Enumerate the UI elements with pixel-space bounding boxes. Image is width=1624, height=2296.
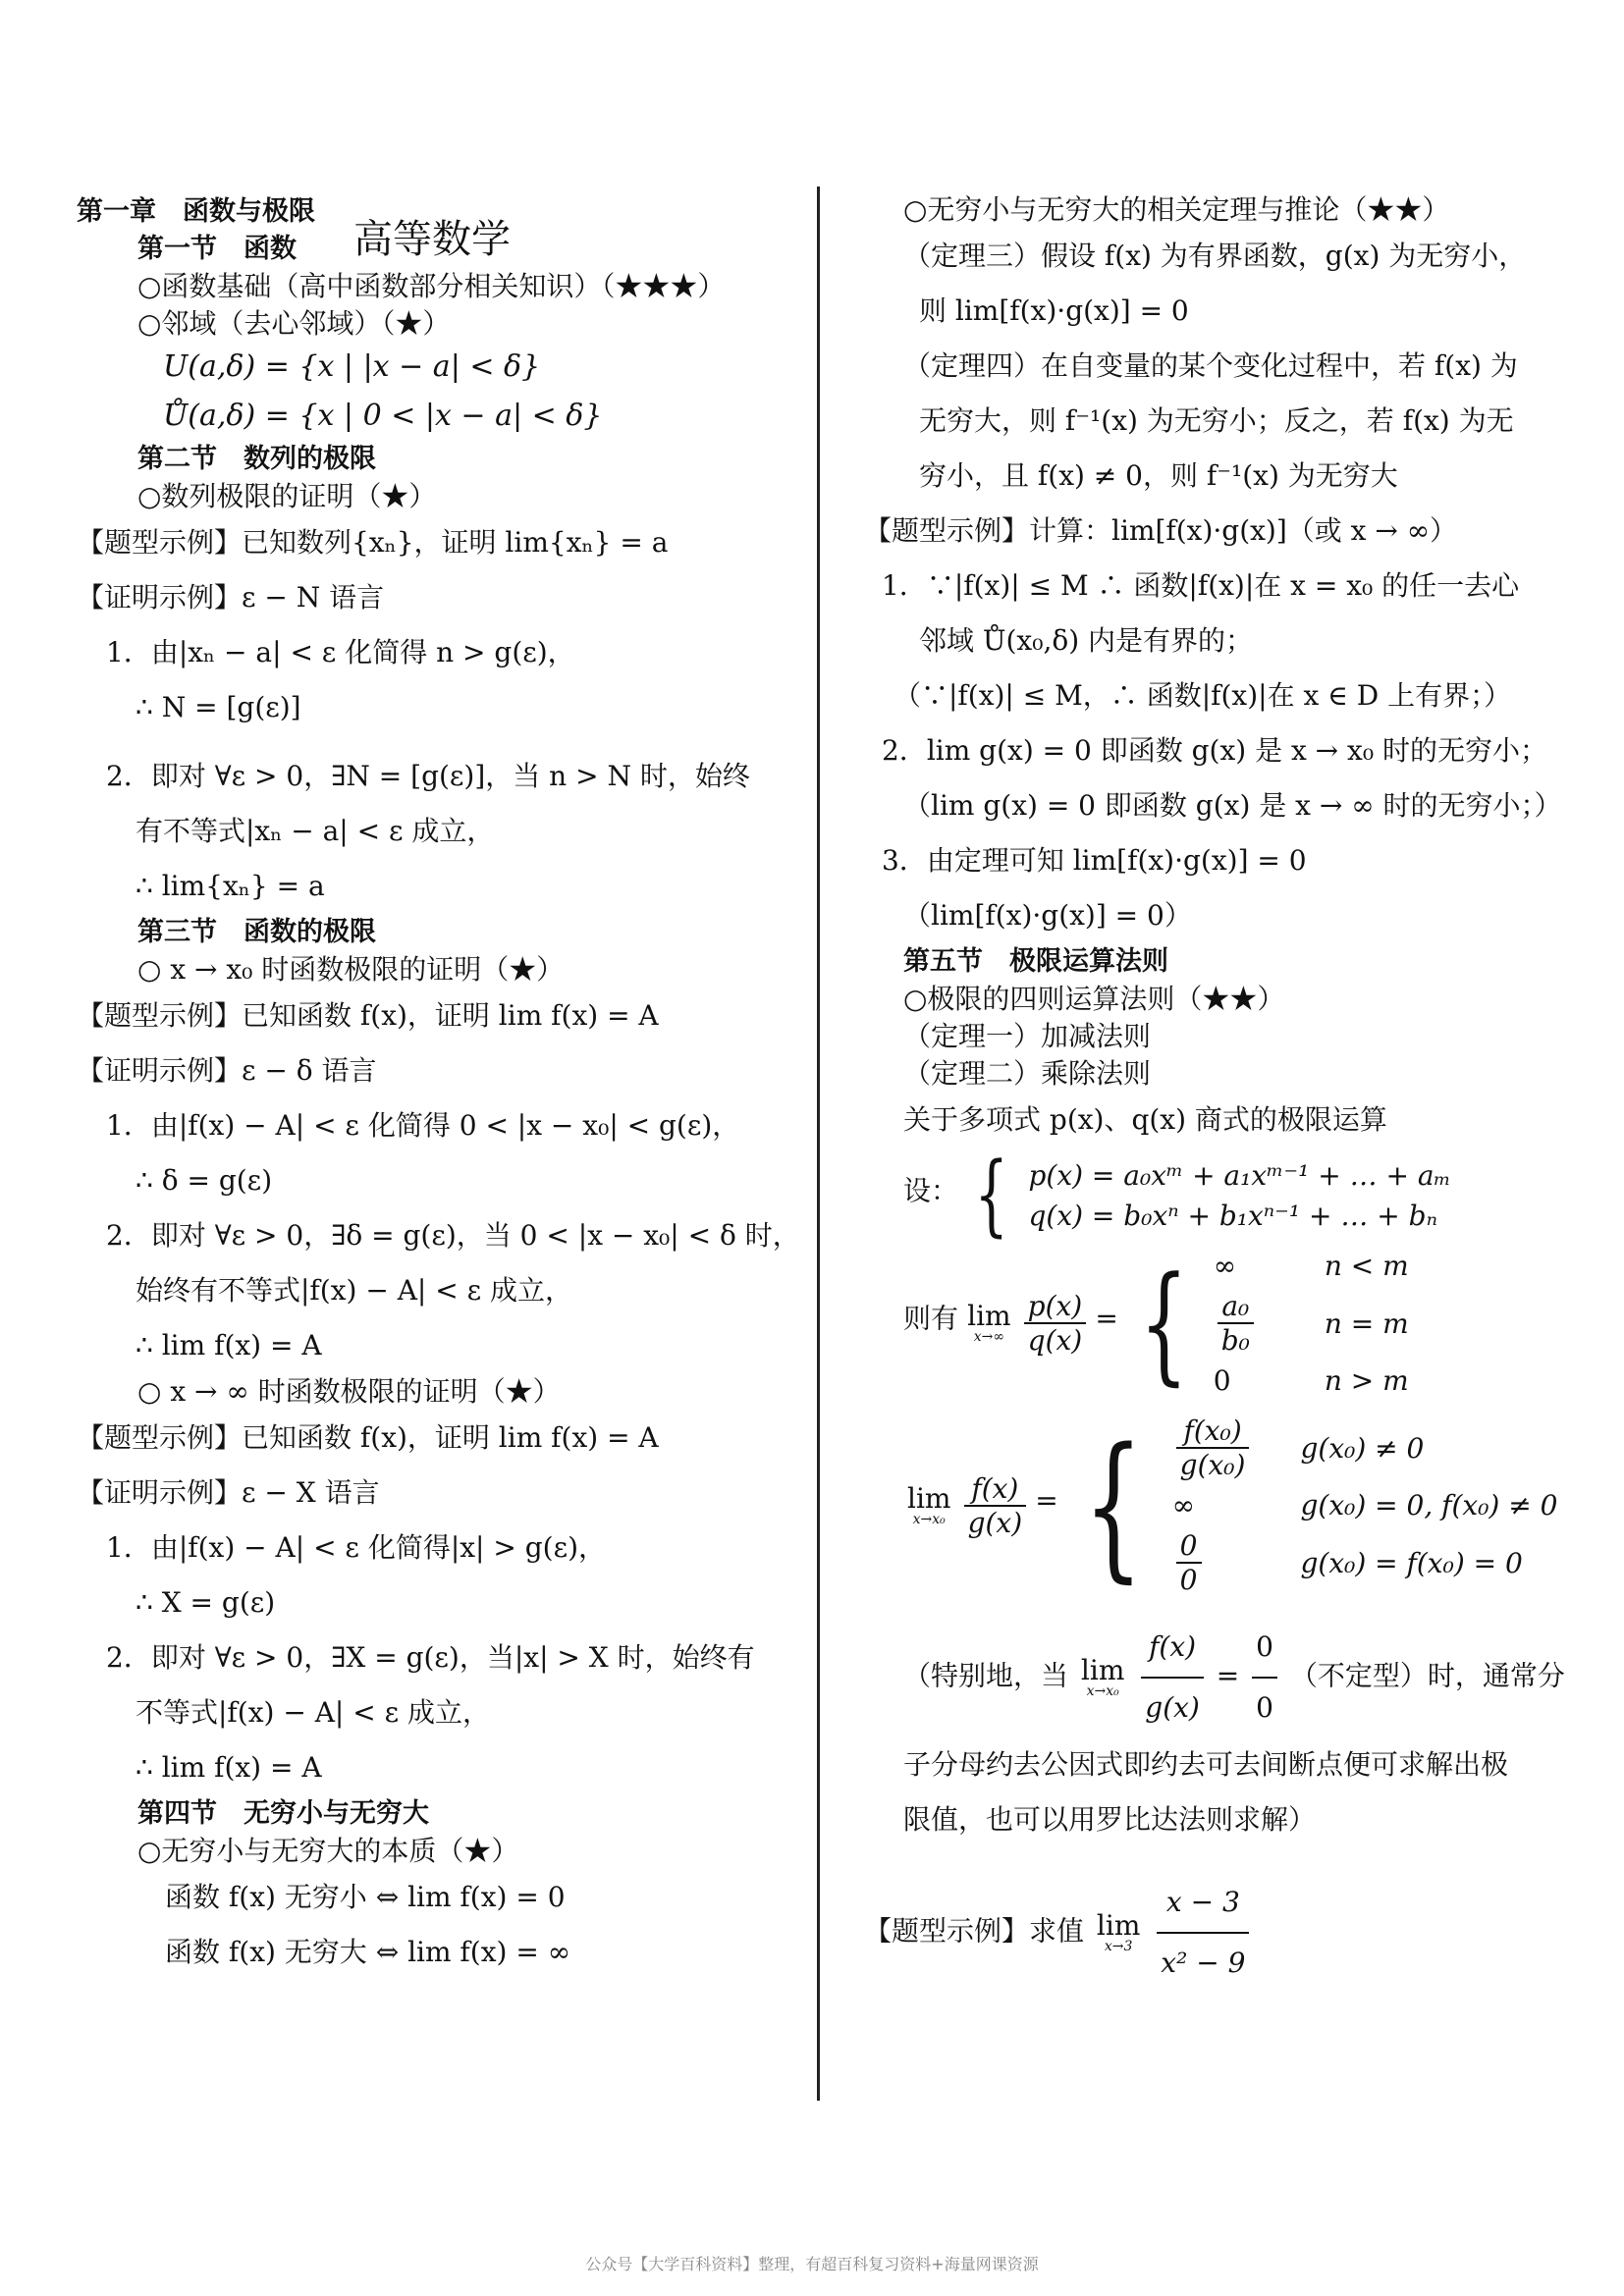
proof-step: ∴ X = g(ε) <box>135 1586 276 1619</box>
right-column <box>864 191 1571 1993</box>
formula: U(a,δ) = {x | |x − a| < δ} <box>163 349 541 384</box>
proof-step: 不等式|f(x) − A| < ε 成立， <box>135 1696 491 1729</box>
fraction: $\frac{f(x)}{g(x)}$ <box>1141 1618 1204 1737</box>
bullet: ○ x → ∞ 时函数极限的证明（★） <box>137 1375 561 1408</box>
example-label: 【题型示例】已知数列{xₙ}，证明 lim{xₙ} = a <box>77 526 669 559</box>
bullet: ○无穷小与无穷大的本质（★） <box>137 1835 519 1867</box>
proof-step: ∴ lim f(x) = A <box>135 1329 322 1362</box>
proof-step: ∴ δ = g(ε) <box>135 1164 273 1197</box>
set-label: 设： <box>903 1174 959 1207</box>
then-label: 则有 <box>903 1302 959 1335</box>
proof-step: （lim g(x) = 0 即函数 g(x) 是 x → ∞ 时的无穷小；） <box>903 789 1562 822</box>
proof-label: 【证明示例】ε − δ 语言 <box>77 1054 377 1087</box>
case-condition: g(x₀) ≠ 0 <box>1300 1431 1425 1465</box>
bullet: ○极限的四则运算法则（★★） <box>903 983 1285 1015</box>
proof-step: 1．由|f(x) − A| < ε 化简得 0 < |x − x₀| < g(ε)， <box>106 1109 740 1142</box>
theorem-line: 无穷大，则 f⁻¹(x) 为无穷小；反之，若 f(x) 为无 <box>919 404 1514 437</box>
proof-step: 1．∵|f(x)| ≤ M ∴ 函数|f(x)|在 x = x₀ 的任一去心 <box>882 569 1520 602</box>
proof-label: 【证明示例】ε − X 语言 <box>77 1476 380 1509</box>
footer-watermark: 公众号【大学百科资料】整理，有超百科复习资料+海量网课资源 <box>585 2255 1039 2273</box>
left-brace: { <box>974 1144 1008 1247</box>
bullet: ○数列极限的证明（★） <box>137 480 437 512</box>
fraction: $\frac{f(x)}{g(x)}$ <box>964 1472 1027 1539</box>
bullet: ○函数基础（高中函数部分相关知识）（★★★） <box>137 270 726 302</box>
page-title: 高等数学 <box>353 217 511 262</box>
theorem-line: （定理二）乘除法则 <box>903 1057 1152 1090</box>
proof-step: 2．即对 ∀ε > 0，∃δ = g(ε)，当 0 < |x − x₀| < δ 时， <box>106 1219 800 1252</box>
column-divider <box>817 187 820 2101</box>
p-formula: p(x) = a₀xᵐ + a₁xᵐ⁻¹ + … + aₘ <box>1028 1159 1451 1192</box>
note-text: （不定型）时，通常分 <box>1289 1659 1565 1692</box>
lim-symbol: lim x→x₀ <box>1080 1654 1125 1699</box>
proof-step: 1．由|f(x) − A| < ε 化简得|x| > g(ε)， <box>106 1531 607 1564</box>
fraction: $\frac{0}{0}$ <box>1252 1618 1277 1737</box>
q-formula: q(x) = b₀xⁿ + b₁xⁿ⁻¹ + … + bₙ <box>1028 1200 1437 1232</box>
limit-cases-1: 则有 lim x→∞ $\frac{p(x)}{q(x)}$ = { ∞ n < m $\frac{\text{a₀}}{\text{b₀}}$ n = m 0 n > m <box>864 1246 1571 1401</box>
proof-step: 始终有不等式|f(x) − A| < ε 成立， <box>135 1274 573 1307</box>
theorem-line: 穷小，且 f(x) ≠ 0，则 f⁻¹(x) 为无穷大 <box>919 459 1398 492</box>
theorem-line: （定理一）加减法则 <box>903 1020 1152 1052</box>
cases-table <box>1164 1411 1566 1600</box>
theorem-line: （定理四）在自变量的某个变化过程中，若 f(x) 为 <box>903 349 1518 382</box>
section-heading: 第五节 极限运算法则 <box>903 946 1168 977</box>
cases-table <box>1206 1246 1417 1401</box>
proof-step: 邻域 Ů(x₀,δ) 内是有界的； <box>919 624 1254 657</box>
theorem-line: 则 lim[f(x)·g(x)] = 0 <box>919 294 1189 327</box>
proof-step: 2．即对 ∀ε > 0，∃X = g(ε)，当|x| > X 时，始终有 <box>106 1641 755 1674</box>
left-column <box>77 191 803 1980</box>
fraction: $\frac{x - 3}{\text{x² − 9}}$ <box>1157 1873 1249 1993</box>
example-label: 【题型示例】计算：lim[f(x)·g(x)]（或 x → ∞） <box>864 514 1458 547</box>
limit-cases-2: lim x→x₀ $\frac{f(x)}{g(x)}$ = { $\frac{\text{f(x₀)}}{\text{g(x₀)}}$ g(x₀) ≠ 0 ∞ g(x₀) = 0, f(x₀) ≠ 0 $\frac{0}{0}$ g(x₀) = f(x₀) = 0 <box>864 1411 1571 1600</box>
case-value: ∞ <box>1213 1250 1237 1282</box>
case-condition: n = m <box>1324 1307 1409 1340</box>
left-brace: { <box>1139 1249 1189 1398</box>
note-text: （特别地，当 <box>903 1659 1069 1692</box>
example-label-2 <box>864 1873 1571 1993</box>
example-label: 【题型示例】已知函数 f(x)，证明 lim f(x) = A <box>77 1421 659 1454</box>
case-condition: g(x₀) = f(x₀) = 0 <box>1300 1546 1523 1579</box>
proof-step: （∵|f(x)| ≤ M，∴ 函数|f(x)|在 x ∈ D 上有界；） <box>893 679 1512 712</box>
poly-cases <box>1020 1155 1458 1236</box>
case-fraction: $\frac{\text{f(x₀)}}{\text{g(x₀)}}$ <box>1176 1415 1250 1481</box>
proof-step: （lim[f(x)·g(x)] = 0） <box>903 899 1192 932</box>
polynomial-system <box>864 1144 1571 1247</box>
case-condition: g(x₀) = 0, f(x₀) ≠ 0 <box>1300 1489 1558 1522</box>
special-note: （特别地，当 lim x→x₀ $\frac{f(x)}{g(x)}$ = $\frac{0}{0}$ （不定型）时，通常分 <box>864 1618 1571 1737</box>
chapter-heading: 第一章 函数与极限 <box>77 196 315 227</box>
case-fraction: $\frac{\text{a₀}}{\text{b₀}}$ <box>1218 1290 1254 1357</box>
case-fraction: $\frac{0}{0}$ <box>1176 1529 1202 1596</box>
bullet: ○无穷小与无穷大的相关定理与推论（★★） <box>903 193 1450 226</box>
formula: Ů(a,δ) = {x | 0 < |x − a| < δ} <box>163 399 603 433</box>
proof-step: 1．由|xₙ − a| < ε 化简得 n > g(ε)， <box>106 636 575 668</box>
proof-step: ∴ lim{xₙ} = a <box>135 870 325 902</box>
text-line: 关于多项式 p(x)、q(x) 商式的极限运算 <box>903 1103 1387 1136</box>
case-value: 0 <box>1213 1364 1231 1397</box>
formula-line: 函数 f(x) 无穷大 ⇔ lim f(x) = ∞ <box>165 1936 571 1968</box>
case-condition: n > m <box>1324 1364 1409 1397</box>
left-brace: { <box>1083 1413 1144 1597</box>
lim-symbol: lim x→∞ <box>967 1300 1011 1345</box>
case-value: ∞ <box>1171 1489 1195 1522</box>
proof-label: 【证明示例】ε − N 语言 <box>77 581 385 614</box>
bullet: ○ x → x₀ 时函数极限的证明（★） <box>137 953 565 986</box>
section-heading: 第四节 无穷小与无穷大 <box>137 1798 429 1829</box>
section-heading: 第一节 函数 <box>137 234 297 264</box>
note-text: 子分母约去公因式即约去可去间断点便可求解出极 <box>903 1748 1509 1781</box>
note-text: 限值，也可以用罗比达法则求解） <box>903 1803 1317 1836</box>
section-heading: 第二节 数列的极限 <box>137 444 376 474</box>
section-heading: 第三节 函数的极限 <box>137 917 376 947</box>
case-condition: n < m <box>1324 1250 1409 1282</box>
example-text: 【题型示例】求值 <box>864 1914 1085 1948</box>
theorem-line: （定理三）假设 f(x) 为有界函数，g(x) 为无穷小， <box>903 240 1527 272</box>
formula-line: 函数 f(x) 无穷小 ⇔ lim f(x) = 0 <box>165 1881 566 1913</box>
proof-step: 有不等式|xₙ − a| < ε 成立， <box>135 815 495 847</box>
example-label: 【题型示例】已知函数 f(x)，证明 lim f(x) = A <box>77 999 659 1032</box>
lim-symbol: lim x→3 <box>1096 1909 1141 1954</box>
proof-step: 2．lim g(x) = 0 即函数 g(x) 是 x → x₀ 时的无穷小； <box>882 734 1547 767</box>
lim-symbol: lim x→x₀ <box>907 1481 951 1527</box>
proof-step: 2．即对 ∀ε > 0，∃N = [g(ε)]，当 n > N 时，始终 <box>106 760 750 792</box>
bullet: ○邻域（去心邻域）（★） <box>137 307 451 340</box>
proof-step: ∴ N = [g(ε)] <box>135 691 301 723</box>
proof-step: 3．由定理可知 lim[f(x)·g(x)] = 0 <box>882 844 1307 877</box>
fraction: $\frac{p(x)}{q(x)}$ <box>1024 1290 1087 1357</box>
proof-step: ∴ lim f(x) = A <box>135 1751 322 1784</box>
